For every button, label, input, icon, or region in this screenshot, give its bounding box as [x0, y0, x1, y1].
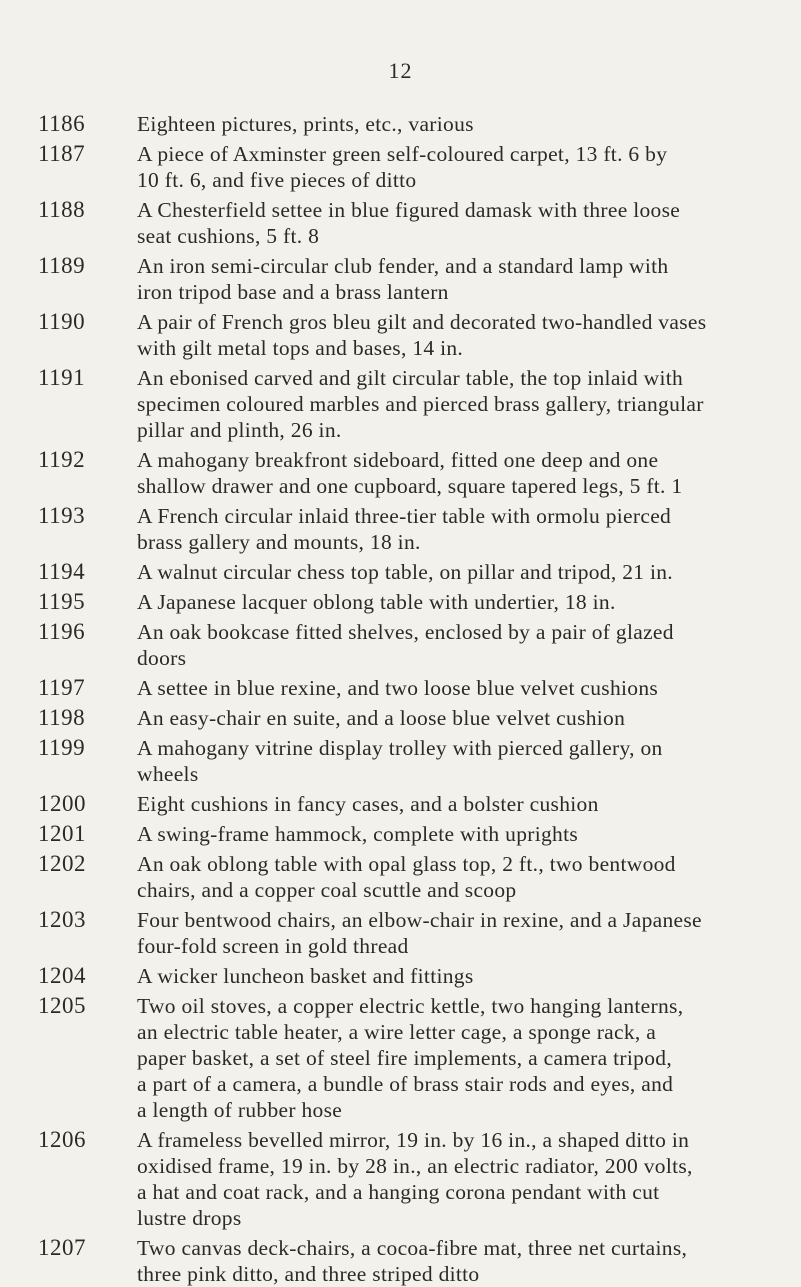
lot-description: Two canvas deck-chairs, a cocoa-fibre mat, three net curtains, three pink ditto, and three striped ditto [137, 1236, 688, 1286]
lot-description: Eighteen pictures, prints, etc., various [137, 112, 474, 136]
lot-description: A Japanese lacquer oblong table with undertier, 18 in. [137, 590, 616, 614]
lot-number: 1204 [38, 963, 86, 988]
lot-number: 1191 [38, 365, 86, 390]
lot-number: 1194 [38, 559, 86, 584]
lot-number: 1198 [38, 705, 86, 730]
lot-description: A French circular inlaid three-tier table with ormolu pierced brass gallery and mounts, 18 in. [137, 504, 672, 554]
lot-number: 1192 [38, 447, 86, 472]
lot-description: A pair of French gros bleu gilt and decorated two-handled vases with gilt metal tops and bases, 14 in. [137, 310, 707, 360]
lot-description: Four bentwood chairs, an elbow-chair in rexine, and a Japanese four-fold screen in gold thread [137, 908, 702, 958]
lot-number: 1202 [38, 851, 86, 876]
lot-number: 1201 [38, 821, 86, 846]
lot-number: 1186 [38, 111, 86, 136]
lot-number: 1207 [38, 1235, 86, 1260]
page-number: 12 [388, 58, 413, 83]
lot-description: An ebonised carved and gilt circular table, the top inlaid with specimen coloured marbles and pierced brass gallery, triangular pillar and plinth, 26 in. [137, 366, 704, 442]
lot-description: A mahogany vitrine display trolley with pierced gallery, on wheels [137, 736, 663, 786]
lot-description: A Chesterfield settee in blue figured damask with three loose seat cushions, 5 ft. 8 [137, 198, 681, 248]
lot-description: Two oil stoves, a copper electric kettle, two hanging lanterns, an electric table heater, a wire letter cage, a sponge rack, a paper basket, a set of steel fire implements, a camera tripod, a part of a camera, a bundle of brass stair rods and eyes, and a length of rubber hose [137, 994, 684, 1122]
lot-number: 1203 [38, 907, 86, 932]
lot-number: 1206 [38, 1127, 86, 1152]
lot-number: 1187 [38, 141, 86, 166]
lot-number: 1190 [38, 309, 86, 334]
lot-description: An iron semi-circular club fender, and a standard lamp with iron tripod base and a brass lantern [137, 254, 669, 304]
lot-description: A settee in blue rexine, and two loose blue velvet cushions [137, 676, 659, 700]
lot-description: A frameless bevelled mirror, 19 in. by 16 in., a shaped ditto in oxidised frame, 19 in. by 28 in., an electric radiator, 200 volts, a hat and coat rack, and a hanging corona pendant with cut lustre drops [137, 1128, 693, 1230]
lot-description: A mahogany breakfront sideboard, fitted one deep and one shallow drawer and one cupboard, square tapered legs, 5 ft. 1 [137, 448, 683, 498]
lot-number: 1199 [38, 735, 86, 760]
lot-number: 1200 [38, 791, 86, 816]
lot-description: An oak oblong table with opal glass top, 2 ft., two bentwood chairs, and a copper coal scuttle and scoop [137, 852, 676, 902]
lot-number: 1193 [38, 503, 86, 528]
lot-description: An easy-chair en suite, and a loose blue velvet cushion [137, 706, 626, 730]
lot-number: 1188 [38, 197, 86, 222]
lot-description: A walnut circular chess top table, on pillar and tripod, 21 in. [137, 560, 673, 584]
lot-description: Eight cushions in fancy cases, and a bolster cushion [137, 792, 599, 816]
lot-description: A wicker luncheon basket and fittings [137, 964, 474, 988]
lot-number: 1197 [38, 675, 86, 700]
lot-description: An oak bookcase fitted shelves, enclosed by a pair of glazed doors [137, 620, 674, 670]
lot-description: A piece of Axminster green self-coloured carpet, 13 ft. 6 by 10 ft. 6, and five pieces of ditto [137, 142, 668, 192]
lot-number: 1205 [38, 993, 86, 1018]
lot-number: 1189 [38, 253, 86, 278]
lot-number: 1196 [38, 619, 86, 644]
lot-description: A swing-frame hammock, complete with uprights [137, 822, 579, 846]
lot-number: 1195 [38, 589, 86, 614]
